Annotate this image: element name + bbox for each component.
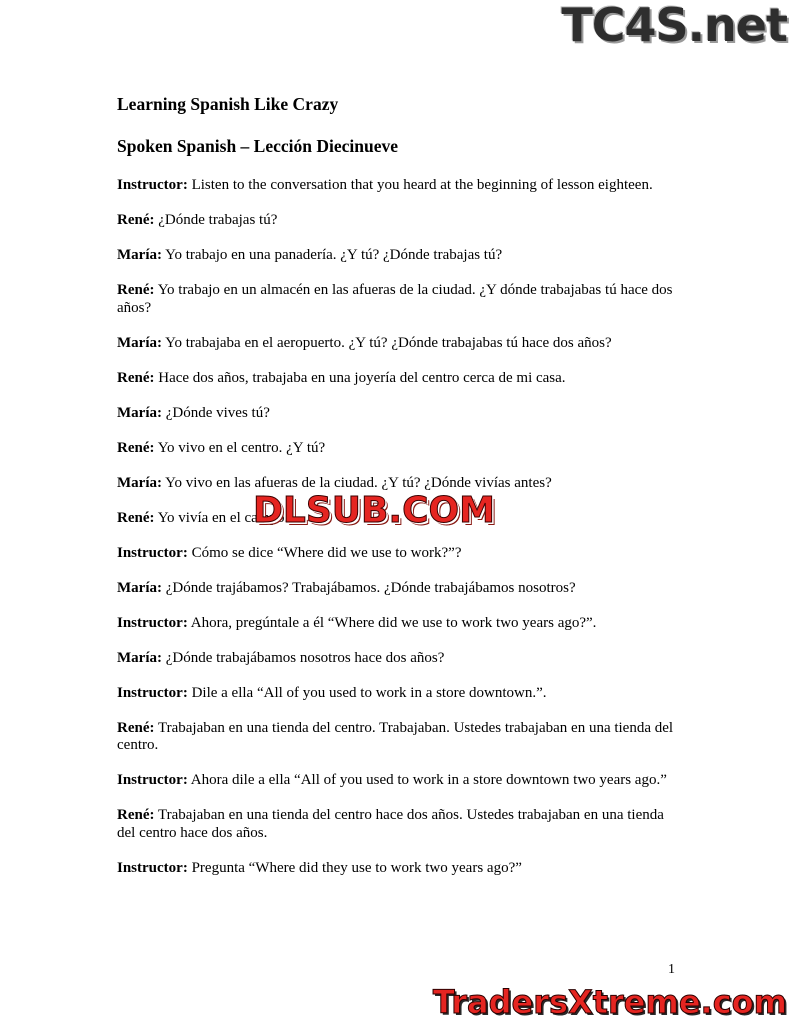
line-text: Yo trabajaba en el aeropuerto. ¿Y tú? ¿Dónde trabajabas tú hace dos años? [161,334,612,351]
line-text: Cómo se dice “Where did we use to work?”? [187,544,462,561]
line-text: ¿Dónde vives tú? [161,404,270,421]
speaker-label: María: [117,247,162,263]
line-text: Dile a ella “All of you used to work in a store downtown.”. [187,684,547,701]
line-text: Yo vivía en el campo. [154,509,289,526]
dialogue-line [117,772,677,790]
line-text: Trabajaban en una tienda del centro. Trabajaban. Ustedes trabajaban en una tienda del centro. [117,719,674,753]
dialogue-line [117,860,677,878]
speaker-label: María: [117,404,162,421]
line-text: Trabajaban en una tienda del centro hace dos años. Ustedes trabajaban en una tienda del centro hace dos años. [117,807,664,841]
line-text: Yo vivo en el centro. ¿Y tú? [154,439,326,456]
speaker-label: María: [117,579,162,596]
line-text: Yo trabajo en una panadería. ¿Y tú? ¿Dónde trabajas tú? [161,247,503,263]
dialogue-line [117,212,677,230]
speaker-label: Instructor: [117,177,188,193]
speaker-label: René: [117,807,155,823]
line-text: ¿Dónde trajábamos? Trabajábamos. ¿Dónde trabajábamos nosotros? [161,579,576,596]
speaker-label: María: [117,334,162,351]
speaker-label: René: [117,369,155,386]
dialogue-line [117,685,677,703]
speaker-label: Instructor: [117,544,188,561]
speaker-label: Instructor: [117,684,188,701]
dialogue-line [117,720,677,755]
line-text: Listen to the conversation that you heard at the beginning of lesson eighteen. [187,177,653,193]
speaker-label: René: [117,212,155,228]
dialogue-line [117,650,677,668]
dialogue-line [117,282,677,317]
speaker-label: Instructor: [117,772,188,788]
speaker-label: María: [117,649,162,666]
watermark-top-logo: TC4S.net [561,0,787,52]
dialogue-line [117,580,677,598]
speaker-label: María: [117,474,162,491]
document-title: Learning Spanish Like Crazy [117,94,339,114]
watermark-bottom-logo: TradersXtreme.com [432,983,787,1021]
dialogue-body [117,177,677,895]
watermark-middle-logo: DLSUB.COM [253,490,495,531]
line-text: Ahora dile a ella “All of you used to work in a store downtown two years ago.” [187,772,667,788]
document-subtitle: Spoken Spanish – Lección Diecinueve [117,136,399,156]
line-text: ¿Dónde trabajábamos nosotros hace dos años? [161,649,445,666]
speaker-label: Instructor: [117,859,188,876]
speaker-label: René: [117,509,155,526]
dialogue-line [117,335,677,353]
line-text: Yo trabajo en un almacén en las afueras de la ciudad. ¿Y dónde trabajabas tú hace dos años? [117,282,673,316]
line-text: ¿Dónde trabajas tú? [154,212,278,228]
dialogue-line [117,807,677,842]
dialogue-line [117,247,677,265]
line-text: Hace dos años, trabajaba en una joyería del centro cerca de mi casa. [154,369,566,386]
dialogue-line [117,370,677,388]
dialogue-line [117,615,677,633]
dialogue-line [117,545,677,563]
dialogue-line [117,440,677,458]
page-number: 1 [668,962,675,977]
dialogue-line [117,177,677,195]
dialogue-line [117,405,677,423]
speaker-label: Instructor: [117,614,188,631]
line-text: Yo vivo en las afueras de la ciudad. ¿Y tú? ¿Dónde vivías antes? [161,474,552,491]
line-text: Pregunta “Where did they use to work two years ago?” [187,859,522,876]
speaker-label: René: [117,719,155,736]
speaker-label: René: [117,439,155,456]
speaker-label: René: [117,282,155,298]
line-text: Ahora, pregúntale a él “Where did we use to work two years ago?”. [187,614,597,631]
